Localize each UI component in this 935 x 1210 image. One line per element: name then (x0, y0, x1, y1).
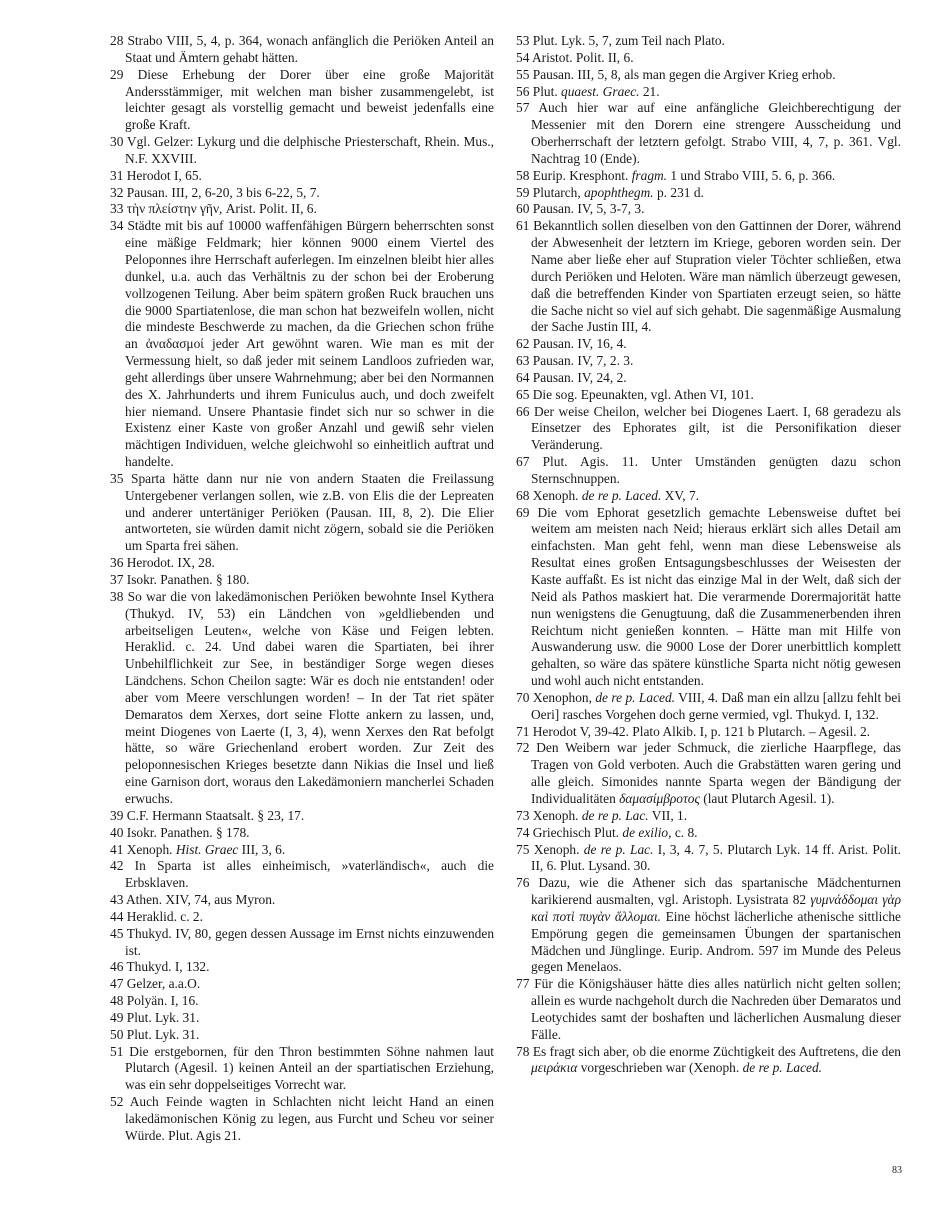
footnote-number: 65 (516, 386, 530, 402)
footnote-number: 39 (110, 807, 124, 823)
footnote-71 (516, 724, 901, 741)
footnote-54 (516, 50, 901, 67)
footnote-number: 66 (516, 403, 530, 419)
footnote-51 (110, 1044, 494, 1095)
footnote-number: 54 (516, 49, 530, 65)
footnote-number: 67 (516, 454, 530, 470)
footnote-text: Für die Königshäuser hätte dies alles natürlich nicht gelten sollen; allein es wurde nachgeholt durch die Nachreden über Demaratos und Leotychides samt der boshaften und lächerlichen Ausmalung dieser Fälle. (531, 976, 901, 1042)
footnote-59 (516, 185, 901, 202)
footnote-number: 40 (110, 824, 124, 840)
footnote-text: vorgeschrieben war (Xenoph. (577, 1060, 743, 1076)
footnote-text: Herodot. IX, 28. (126, 555, 215, 571)
footnote-number: 49 (110, 1009, 124, 1025)
footnote-61 (516, 218, 901, 336)
footnote-number: 41 (110, 841, 124, 857)
footnote-number: 64 (516, 369, 530, 385)
footnote-text: Plutarch, (532, 184, 585, 200)
footnote-38 (110, 589, 494, 808)
footnote-number: 31 (110, 167, 124, 183)
footnote-47 (110, 976, 494, 993)
footnote-31 (110, 168, 494, 185)
footnote-66 (516, 404, 901, 455)
footnote-italic-text: de re p. Lac. (581, 807, 649, 823)
footnote-text: In Sparta ist alles einheimisch, »vaterländisch«, auch die Erbsklaven. (125, 858, 494, 891)
footnote-text: Xenophon, (532, 689, 596, 705)
footnote-number: 48 (110, 993, 124, 1009)
footnote-number: 71 (516, 723, 530, 739)
footnote-number: 70 (516, 689, 530, 705)
footnote-text: Auch Feinde wagten in Schlachten nicht leicht Hand an einen lakedämonischen König zu legen, aus Furcht und Scheu vor seiner Würde. Plut. Agis 21. (125, 1094, 494, 1143)
footnote-text: Bekanntlich sollen dieselben von den Gattinnen der Dorer, während der Abwesenheit der letztern im Kriege, geboren worden sein. Der Name aber ließe eher auf Stupration vieler Töchter schließen, etwa durch Periöken und Heloten. Wäre man nämlich überzeugt gewesen, daß die betreffenden Kinder von Spartiaten erzeugt seien, so hätte die Sache nicht so viel auf sich gehabt. Die sagenmäßige Ausmalung der Sache Justin III, 4. (531, 218, 901, 335)
footnote-number: 73 (516, 807, 530, 823)
footnote-text: Pausan. III, 2, 6-20, 3 bis 6-22, 5, 7. (126, 184, 320, 200)
footnote-text: Pausan. III, 5, 8, als man gegen die Argiver Krieg erhob. (532, 66, 836, 82)
footnote-text: Aristot. Polit. II, 6. (532, 49, 634, 65)
footnote-text: Eine höchst lächerliche athenische sittliche Empörung gegen die gemeinsamen Übungen der spartanischen Mädchen und Jünglinge. Eurip. Androm. 597 im Munde des Peleus gegen Menelaos. (531, 908, 901, 975)
footnote-number: 51 (110, 1043, 124, 1059)
footnote-74 (516, 825, 901, 842)
footnote-text: Plut. Lyk. 5, 7, zum Teil nach Plato. (532, 33, 725, 48)
footnote-italic-text: γυμνάδδομαι γὰρ καὶ ποτὶ πυγὰν ἅλλομαι. (531, 892, 901, 924)
footnote-italic-text: de re p. Lac. (583, 841, 654, 857)
footnote-number: 61 (516, 218, 530, 234)
footnote-77 (516, 976, 901, 1043)
footnote-56 (516, 84, 901, 101)
footnote-60 (516, 201, 901, 218)
footnote-text: Die sog. Epeunakten, vgl. Athen VI, 101. (532, 386, 754, 402)
footnote-number: 33 (110, 201, 124, 217)
footnote-number: 36 (110, 555, 124, 571)
footnote-text: VII, 1. (648, 807, 688, 823)
footnote-italic-text: quaest. Graec. (561, 83, 640, 99)
footnote-number: 34 (110, 218, 124, 234)
footnote-text: c. 8. (671, 824, 698, 840)
footnote-text: Isokr. Panathen. § 180. (126, 572, 250, 587)
footnote-48 (110, 993, 494, 1010)
page-number: 83 (892, 1165, 902, 1176)
footnote-text: Die erstgebornen, für den Thron bestimmten Söhne nahmen laut Plutarch (Agesil. 1) keinen Anteil an der spartiatischen Erziehung, was ein sehr doppelseitiges Vorrecht war. (125, 1043, 494, 1093)
footnote-number: 38 (110, 588, 124, 604)
footnote-35 (110, 471, 494, 555)
footnote-41 (110, 842, 494, 859)
footnote-text: Pausan. IV, 24, 2. (532, 369, 627, 385)
footnote-42 (110, 858, 494, 892)
footnote-number: 35 (110, 470, 124, 486)
footnote-text: I, 3, 4. 7, 5. Plutarch Lyk. 14 ff. Arist. Polit. II, 6. Plut. Lysand. 30. (531, 841, 901, 874)
footnote-number: 52 (110, 1094, 124, 1110)
footnote-text: Auch hier war auf eine anfängliche Gleichberechtigung der Messenier mit den Dorern eine strengere Ausscheidung und Oberherrschaft der letztern gefolgt. Strabo VIII, 4, 7, p. 361. Vgl. Nachtrag 10 (Ende). (531, 100, 901, 166)
footnote-text: Der weise Cheilon, welcher bei Diogenes Laert. I, 68 geradezu als Einsetzer des Ephorates gilt, ist die Personifikation dieser Veränderung. (531, 403, 901, 453)
footnote-40 (110, 825, 494, 842)
footnote-text: Isokr. Panathen. § 178. (126, 824, 250, 840)
footnote-32 (110, 185, 494, 202)
footnote-text: Xenoph. (532, 487, 582, 503)
footnote-39 (110, 808, 494, 825)
footnote-number: 46 (110, 959, 124, 975)
footnote-34 (110, 218, 494, 471)
footnote-number: 32 (110, 184, 124, 200)
footnote-italic-text: μειράκια (531, 1060, 578, 1076)
footnote-text: Herodot I, 65. (126, 167, 202, 183)
footnote-text: Thukyd. I, 132. (126, 959, 210, 975)
footnote-number: 68 (516, 487, 530, 503)
footnote-63 (516, 353, 901, 370)
footnote-64 (516, 370, 901, 387)
footnote-text: Plut. (532, 83, 562, 99)
footnote-73 (516, 808, 901, 825)
footnote-number: 78 (516, 1043, 530, 1059)
footnote-italic-text: fragm. (631, 167, 668, 183)
footnote-58 (516, 168, 901, 185)
footnote-68 (516, 488, 901, 505)
footnote-53 (516, 33, 901, 50)
footnote-69 (516, 505, 901, 690)
footnote-75 (516, 842, 901, 876)
footnote-text: So war die von lakedämonischen Periöken bewohnte Insel Kythera (Thukyd. IV, 53) ein Ländchen von »geldliebenden und arbeitseligen Leuten«, welche von Käse und Feigen lebten. Heraklid. c. 24. Und dabei waren die Spartiaten, bei ihrer Unbehilflichkeit zur See, in beständiger Sorge wegen dieses Ländchens. Schon Cheilon sagte: Wär es doch nie entstanden! oder aber vom Meere verschlungen worden! – In der Tat riet später Demaratos dem Xerxes, dort seine Flotte ankern zu lassen, und, meint Diogenes von Laerte (I, 3, 4), wenn Xerxes den Rat befolgt hätte, so wäre Griechenland erobert worden. Zur Zeit des peloponnesischen Krieges besetzte dann Nikias die Insel und ließ eine Garnison dort, woraus den Lakedämoniern mancherlei Schaden erwuchs. (125, 588, 494, 806)
footnote-text: Xenoph. (533, 841, 584, 857)
footnote-65 (516, 387, 901, 404)
footnote-text: Thukyd. IV, 80, gegen dessen Aussage im Ernst nichts einzuwenden ist. (125, 925, 495, 958)
footnote-30 (110, 134, 494, 168)
footnote-52 (110, 1094, 494, 1145)
footnote-text: Pausan. IV, 16, 4. (532, 336, 627, 352)
footnote-text: Dazu, wie die Athener sich das spartanische Mädchenturnen karikierend ausmalten, vgl. Aristoph. Lysistrata 82 (531, 875, 901, 908)
footnote-italic-text: δαμασίμβροτος (619, 790, 700, 806)
footnote-text: (laut Plutarch Agesil. 1). (699, 790, 835, 806)
footnote-number: 75 (516, 841, 530, 857)
footnote-number: 57 (516, 100, 530, 116)
footnote-number: 53 (516, 33, 530, 48)
footnote-number: 44 (110, 908, 124, 924)
footnote-text: Polyän. I, 16. (126, 993, 199, 1009)
footnote-29 (110, 67, 494, 134)
footnote-number: 62 (516, 336, 530, 352)
footnote-number: 50 (110, 1026, 124, 1042)
footnote-text: 1 und Strabo VIII, 5. 6, p. 366. (667, 167, 836, 183)
footnote-number: 37 (110, 572, 124, 587)
footnote-28 (110, 33, 494, 67)
footnote-number: 29 (110, 66, 124, 82)
footnote-44 (110, 909, 494, 926)
footnote-45 (110, 926, 494, 960)
footnote-text: C.F. Hermann Staatsalt. § 23, 17. (126, 807, 305, 823)
footnote-62 (516, 336, 901, 353)
footnote-number: 69 (516, 504, 530, 520)
footnote-36 (110, 555, 494, 572)
footnote-number: 63 (516, 353, 530, 369)
footnote-37 (110, 572, 494, 589)
footnote-67 (516, 454, 901, 488)
footnote-number: 42 (110, 858, 124, 874)
footnote-43 (110, 892, 494, 909)
footnote-text: Pausan. IV, 7, 2. 3. (532, 353, 634, 369)
footnote-number: 47 (110, 976, 124, 992)
footnote-72 (516, 740, 901, 807)
footnote-33 (110, 201, 494, 218)
footnote-text: Die vom Ephorat gesetzlich gemachte Lebensweise duftet bei weitem am meisten nach Neid; hieraus erklärt sich alles Detail am einfachsten. Man geht fehl, wenn man diese Lebensweise als Resultat eines großen Entsagungsbeschlusses der Weisesten der Kaste auffaßt. Es ist nicht das einzige Mal in der Welt, daß sich der Neid als Pathos maskiert hat. Die verarmende Dorermajorität hatte nun wenigstens die Genugtuung, daß die Zusammenerbenden ihren Reichtum nicht genießen konnten. – Hätte man mit Hilfe von Auswanderung usw. die 9000 Lose der Dorer unerbittlich komplett gehalten, so wäre das spätere künstliche Sparta nicht nötig gewesen und wohl auch nicht entstanden. (531, 504, 901, 689)
footnote-text: Heraklid. c. 2. (126, 908, 203, 924)
footnote-70 (516, 690, 901, 724)
footnote-text: Es fragt sich aber, ob die enorme Züchtigkeit des Auftretens, die den (532, 1043, 901, 1059)
footnote-text: XV, 7. (661, 487, 700, 503)
footnote-italic-text: de re p. Laced. (595, 689, 675, 705)
footnote-italic-text: de exilio, (622, 824, 672, 840)
footnote-number: 45 (110, 925, 124, 941)
footnote-text: III, 3, 6. (238, 841, 286, 857)
footnote-text: Xenoph. (126, 841, 176, 857)
footnote-number: 72 (516, 740, 530, 756)
footnote-number: 77 (516, 976, 530, 992)
footnote-number: 76 (516, 875, 530, 891)
footnote-italic-text: de re p. Laced. (581, 487, 662, 503)
footnote-text: Athen. XIV, 74, aus Myron. (126, 892, 276, 908)
footnote-text: Sparta hätte dann nur nie von andern Staaten die Freilassung Untergebener verlangen sollen, wie z.B. von Elis die der Lepreaten und anderer untertäniger Periöken (Pausan. III, 8, 2). Die Elier antworteten, sie würden damit nicht zögern, sobald sie die Periöken um Sparta frei sähen. (125, 470, 494, 554)
footnote-text: p. 231 d. (653, 184, 704, 200)
footnote-number: 74 (516, 824, 530, 840)
footnote-46 (110, 959, 494, 976)
footnote-57 (516, 100, 901, 167)
footnote-text: Herodot V, 39-42. Plato Alkib. I, p. 121 b Plutarch. – Agesil. 2. (532, 723, 870, 739)
footnote-text: Vgl. Gelzer: Lykurg und die delphische Priesterschaft, Rhein. Mus., N.F. XXVIII. (125, 134, 494, 166)
footnote-number: 59 (516, 184, 530, 200)
footnote-text: Griechisch Plut. (532, 824, 623, 840)
footnote-text: Gelzer, a.a.O. (126, 976, 201, 992)
footnote-76 (516, 875, 901, 976)
footnote-text: Strabo VIII, 5, 4, p. 364, wonach anfänglich die Periöken Anteil an Staat und Ämtern gehabt hätten. (125, 33, 494, 65)
footnote-number: 60 (516, 201, 530, 217)
footnotes-right-column (516, 33, 901, 1077)
footnote-text: 21. (639, 83, 660, 99)
footnote-text: τὴν πλείστην γῆν, Arist. Polit. II, 6. (126, 201, 317, 217)
footnote-text: Städte mit bis auf 10000 waffenfähigen Bürgern beherrschten sonst eine mäßige Feldmark; hier können 9000 einem Viertel des Peloponnes ihre Herrschaft auferlegen. Im einzelnen bleibt hier alles dunkel, u.a. auch das Verhältnis zu der schon bei der Eroberung vollzogenen Teilung. Aber beim spätern großen Ruck brauchen uns die 9000 Spartiatenlose, die man schon hat bezweifeln wollen, nicht die mindeste Beschwerde zu machen, da die Griechen schon frühe an ἀναδασμοί jeder Art gewöhnt waren. Wie man es mit der Vermessung hielt, so daß jeder mit seinem Landloos zufrieden war, geht allerdings über unsere Wahrnehmung; aber bei den Normannen des X. Jahrhunderts und ihrem Funiculus auch, und doch zweifelt hier niemand. Unsere Phantasie findet sich nur so schwer in die Existenz einer Kaste von großer Anzahl und gewiß sehr vielen mächtigen Individuen, welche gleichwohl so einheitlich auftrat und handelte. (125, 218, 494, 470)
footnote-number: 55 (516, 66, 530, 82)
footnote-number: 43 (110, 892, 124, 908)
footnote-italic-text: Hist. Graec (175, 841, 239, 857)
footnote-text: Pausan. IV, 5, 3-7, 3. (532, 201, 645, 217)
footnote-78 (516, 1044, 901, 1078)
footnote-number: 58 (516, 167, 530, 183)
footnote-italic-text: apophthegm. (584, 184, 654, 200)
footnote-text: Eurip. Kresphont. (532, 167, 632, 183)
footnote-number: 28 (110, 33, 124, 48)
footnotes-left-column (110, 33, 494, 1145)
footnote-49 (110, 1010, 494, 1027)
footnote-text: Plut. Lyk. 31. (126, 1026, 200, 1042)
footnote-text: Xenoph. (532, 807, 582, 823)
footnote-text: Plut. Lyk. 31. (126, 1009, 200, 1025)
footnote-text: Plut. Agis. 11. Unter Umständen genügten dazu schon Sternschnuppen. (531, 454, 901, 486)
footnote-text: VIII, 4. Daß man ein allzu [allzu fehlt bei Oeri] rasches Vorgehen doch gerne vermied, vgl. Thukyd. I, 132. (531, 689, 901, 722)
footnote-text: Den Weibern war jeder Schmuck, die zierliche Haarpflege, das Tragen von Gold verboten. Auch die Grabstätten waren gering und alle gleich. Simonides nannte Sparta wegen der Bändigung der Individualitäten (531, 740, 901, 806)
footnote-number: 30 (110, 134, 124, 150)
footnote-50 (110, 1027, 494, 1044)
footnote-number: 56 (516, 83, 530, 99)
footnote-text: Diese Erhebung der Dorer über eine große Majorität Andersstämmiger, mit welchen man bisher zusammengelebt, ist leichter gesagt als vorstellig gemacht und beweist jedenfalls eine große Kraft. (125, 66, 494, 133)
footnote-italic-text: de re p. Laced. (742, 1060, 823, 1076)
footnote-55 (516, 67, 901, 84)
